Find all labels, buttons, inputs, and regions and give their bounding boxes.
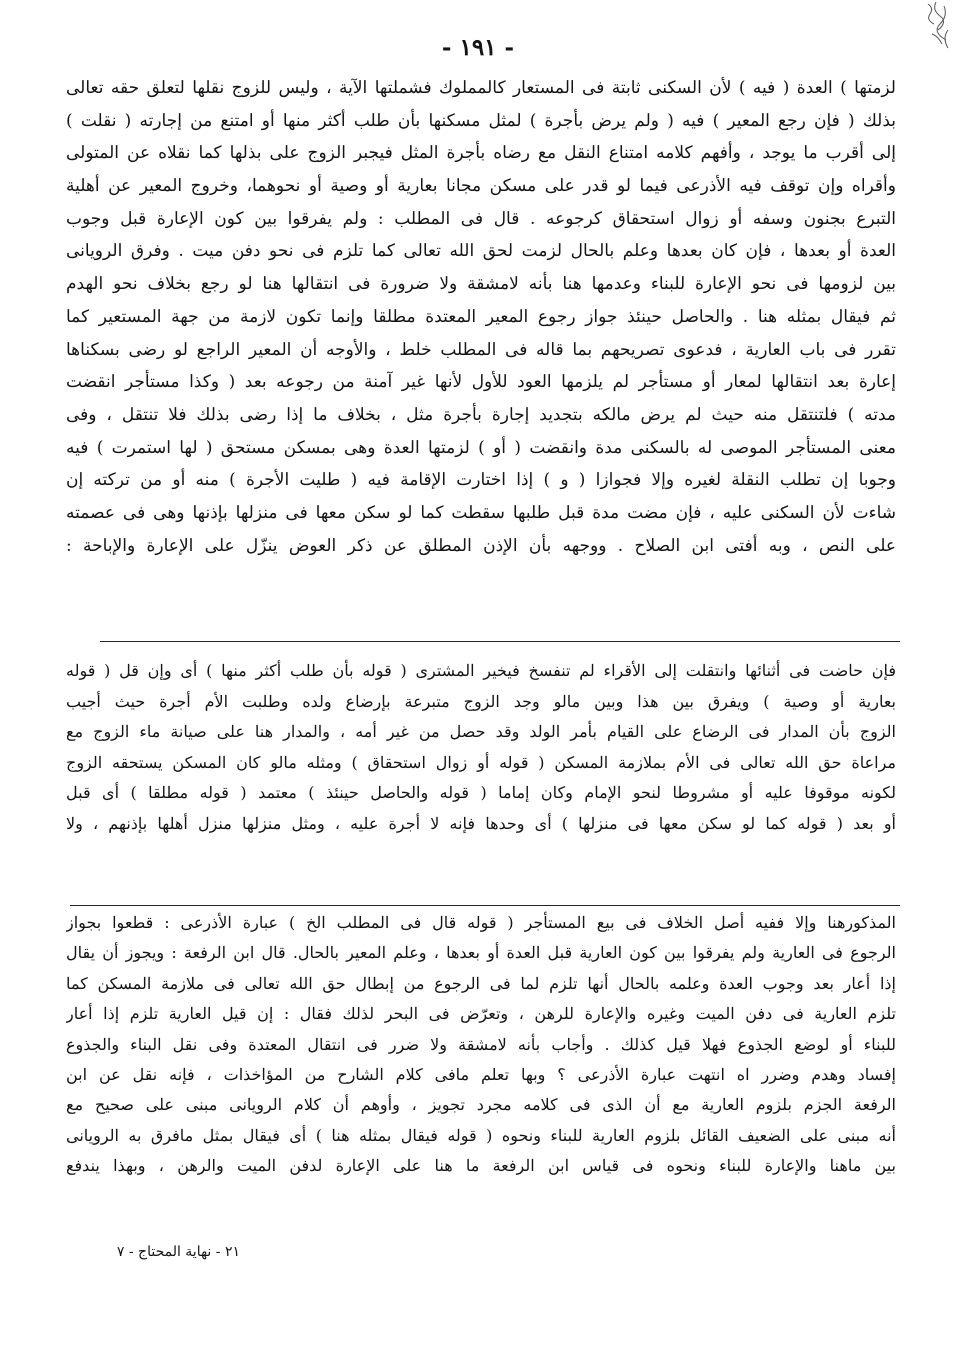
- main-text-line: بين لزومها فى نحو الإعارة للبناء وعدمها هنا بأنه لامشقة ولا ضرورة فى انتقالها هنا لو رجع بخلاف نحو الهدم: [66, 274, 896, 295]
- footnote-line: أو بعد ( قوله كما لو سكن معها فى منزلها ) أى وحدها فإنه لا أجرة عليه ، ومثل منزلها منزل أهلها بإذنهم ، ولا: [66, 813, 896, 833]
- commentary-footnote-2: [66, 908, 896, 1182]
- footnote-line: للبناء أو لوضع الجذوع فهلا قيل كذلك . وأجاب بأنه لامشقة ولا ضرر فى انتقال المعتدة وفى نقل البناء والجذوع: [66, 1034, 896, 1054]
- main-text-line: إعارة بعد انتقالها لمعار أو مستأجر لم يلزمها العود للأول لأنها غير آمنة من رجوعه بعد ( وكذا مستأجر انقضت: [66, 372, 896, 393]
- footnote-line: لكونه موقوفا عليه أو مشروطا لنحو الإمام وكان إماما ( قوله والحاصل حينئذ ) معتمد ( قوله مطلقا ) أى قبل: [66, 783, 896, 802]
- footnote-line: إفساد وهدم وضرر اه انتهت عبارة الأذرعى ؟ وبها تعلم مافى كلام الشارح من المؤاخذات ، فإنه نقل عن ابن: [66, 1064, 896, 1084]
- main-text: [66, 72, 896, 562]
- main-text-line: العدة أو بعدها ، فإن كان بعدها وعلم بالحال لزمت لحق الله تعالى كما تلزم فى نحو دفن ميت . وفرق الرويانى: [66, 241, 896, 262]
- main-text-line: بذلك ( فإن رجع المعير ) فيه ( ولم يرض بأجرة ) لمثل مسكنها بأن طلب أكثر منها أو امتنع من إجارته ( نقلت ): [66, 110, 896, 131]
- page-number: - ١٩١ -: [441, 34, 515, 61]
- main-text-line: إلى أقرب ما يوجد ، وأفهم كلامه امتناع النقل مع رضاه بأجرة المثل فيجبر الزوج على بذلها كما نقلاه عن المتولى: [66, 143, 896, 164]
- signature-mark: ٢١ - نهاية المحتاج - ٧: [116, 1244, 240, 1260]
- footnote-line: بعارية أو وصية ) ويفرق بين هذا وبين مالو وجد الزوج متبرعة بإرضاع ولده وطلبت الأم أجرة حيث أجيب: [66, 691, 896, 711]
- footnote-separator-1: [100, 641, 900, 642]
- footnote-line: بين ماهنا والإعارة للبناء ونحوه فى قياس ابن الرفعة ما هنا على الإعارة لدفن الميت والرهن ، وبهذا يندفع: [66, 1156, 896, 1176]
- main-text-line: لزمتها ) العدة ( فيه ) لأن السكنى ثابتة فى المستعار كالمملوك فشملتها الآية ، وليس للزوج نقلها لتعلق حقه تعالى: [66, 78, 896, 98]
- main-text-line: وأقراه وإن توقف فيه الأذرعى فيما لو قدر على مسكن مجانا بعارية أو وصية أو نحوهما، وخروج المعير عن أهلية: [66, 176, 896, 197]
- main-text-line: التبرع بجنون وسفه أو زوال استحقاق كرجوعه . قال فى المطلب : ولم يفرقوا بين كون الإعارة قبل وجوب: [66, 208, 896, 229]
- footnote-line: الرفعة الجزم بلزوم العارية مع أن الذى فى كلامه مجرد تجويز ، وأوهم أن كلام الرويانى مبنى على صحيح مع: [66, 1095, 896, 1115]
- footnote-line: إذا أعار بعد وجوب العدة وعلمه بالحال أنها تلزم لما فى الرجوع من إبطال حق الله تعالى فى ملازمة المسكن كما: [66, 973, 896, 993]
- main-text-line: تقرر فى باب العارية ، فدعوى تصريحهم بما قاله فى المطلب خلط ، والأوجه أن المعير الراجع لو رضى بسكناها: [66, 339, 896, 360]
- main-text-line: مدته ) فلتنتقل منه حيث لم يرض مالكه بتجديد إجارة بأجرة مثل ، بخلاف ما إذا رضى بذلك فلا تنتقل ، وفى: [66, 404, 896, 425]
- main-text-line: وجوبا إن تطلب النقلة لغيره وإلا فجوازا ( و ) إذا اختارت الإقامة فيه ( طليت الأجرة ) منه أو من تركته إن: [66, 470, 896, 491]
- footnote-separator-2: [70, 905, 900, 906]
- footnote-line: فإن حاضت فى أثنائها وانتقلت إلى الأقراء لم تنفسخ فيخير المشترى ( قوله بأن طلب أكثر منها ) أى وإن قل ( قوله: [66, 661, 896, 680]
- footnote-line: الزوج بأن المدار فى الرضاع على القيام بأمر الولد وقد حصل من غير أمه ، والمدار هنا على صيانة ماء الزوج مع: [66, 722, 896, 741]
- footnote-line: مراعاة حق الله تعالى فى الأم بملازمة المسكن ( قوله أو زوال استحقاق ) ومثله مالو كان المسكن يستحقه الزوج: [66, 752, 896, 772]
- main-text-line: على النص ، وبه أفتى ابن الصلاح . ووجهه بأن الإذن المطلق عن ذكر العوض ينزّل على الإعارة والإباحة :: [66, 535, 896, 556]
- footnote-line: أنه مبنى على الضعيف القائل بلزوم العارية للبناء ونحوه ( قوله فيقال بمثله هنا ) أى فيقال بمثل مافرق به الرويانى: [66, 1125, 896, 1145]
- footnote-line: المذكورهنا وإلا ففيه أصل الخلاف فى بيع المستأجر ( قوله قال فى المطلب الخ ) عبارة الأذرعى : قطعوا بجواز: [66, 913, 896, 932]
- main-text-line: معنى المستأجر الموصى له بالسكنى مدة وانقضت ( أو ) لزمتها العدة وهى بمسكن مستحق ( لها استمرت ) فيه: [66, 437, 896, 458]
- footnote-line: تلزم العارية فى دفن الميت وغيره والإعارة للرهن ، وتعرّض فى البحر لذلك فقال : إن قيل العارية تلزم إذا أعار: [66, 1004, 896, 1024]
- main-text-line: شاءت لأن السكنى عليه ، فإن مضت مدة قبل طلبها سقطت كما لو سكن معها فى منزلها بإذنها وهى فى عصمته: [66, 502, 896, 523]
- footnote-line: الرجوع فى العارية ولم يفرقوا بين كون العارية قبل العدة أو بعدها ، وعلم المعير بالحال. قال ابن الرفعة : ويجوز أن يقال: [66, 943, 896, 963]
- main-text-line: ثم فيقال بمثله هنا . والحاصل حينئذ جواز رجوع المعير المعتدة مطلقا وإنما تكون لازمة من جهة المستعير كما: [66, 306, 896, 327]
- commentary-footnote-1: [66, 656, 896, 839]
